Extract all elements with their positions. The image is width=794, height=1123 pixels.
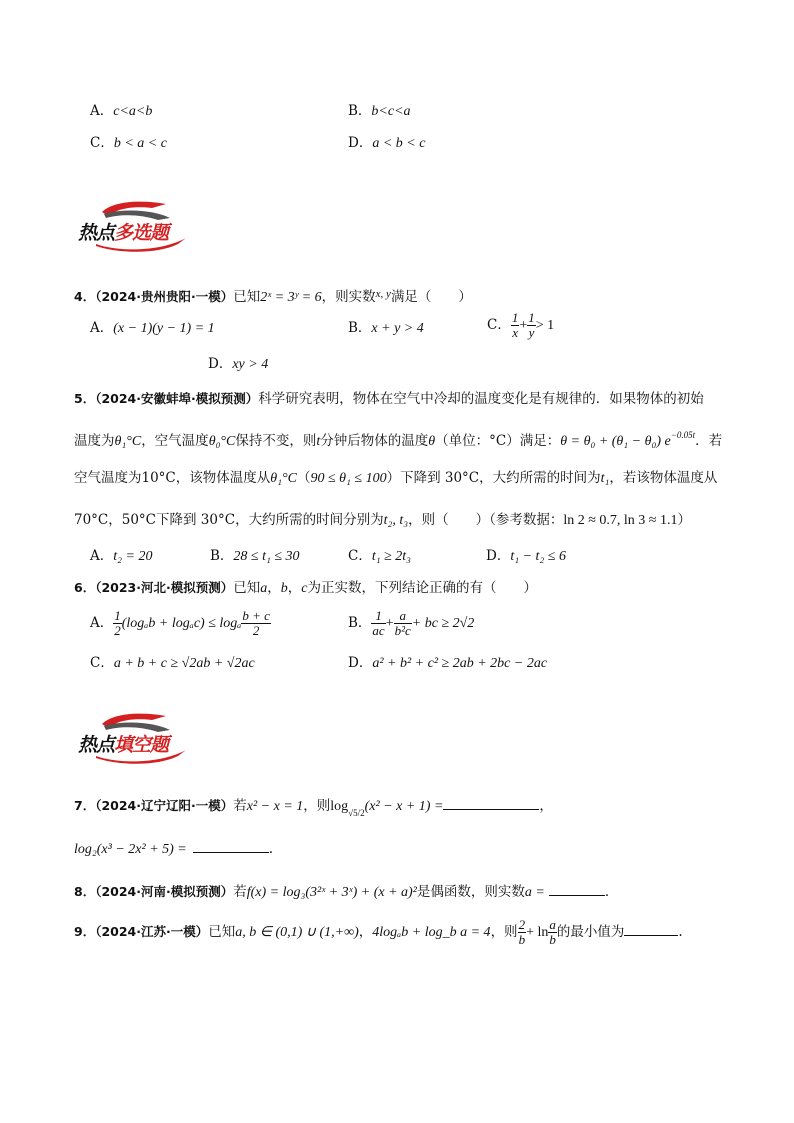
option-expr: t₁ − t₂ ≤ 6 [510,549,566,564]
frac-den: ac [372,623,385,638]
question-5-line-3 [74,469,717,488]
text: ．若 [695,433,723,449]
question-number: 8． [74,884,96,899]
math: 2ˣ = 3ʸ = 6 [260,290,322,305]
option-label: C． [90,655,114,671]
text: ， [358,924,373,940]
option-label: A． [90,548,114,564]
question-number: 6． [74,580,96,595]
math: a = [524,885,545,900]
frac-num: 1 [114,608,121,623]
text: 为正实数，下列结论正确的有（ ） [307,580,537,596]
frac-num: 2 [518,917,526,932]
text: （单位：°C）满足： [435,433,561,449]
q5-option-d [486,547,566,566]
q5-option-c [348,547,411,566]
frac-den: b²c [394,623,411,638]
question-number: 4． [74,289,96,304]
q3-option-d [348,134,425,153]
math: t [316,434,321,449]
question-9 [74,918,683,947]
option-expr: 28 ≤ t₁ ≤ 30 [233,549,300,564]
text: ． [604,884,619,900]
question-number: 7． [74,798,96,813]
frac-den: x [512,325,518,340]
frac-num: 1 [511,310,519,325]
answer-blank[interactable] [443,795,539,810]
text: 的最小值为 [556,924,625,940]
option-label: D． [486,548,511,564]
math: ln 2 ≈ 0.7, ln 3 ≈ 1.1 [563,513,678,528]
q6-option-c [90,654,255,673]
q3-option-c [90,134,167,153]
q4-option-b [348,319,424,338]
question-source: （2023·河北·模拟预测） [95,580,234,595]
option-label: B． [348,615,372,631]
math: θ₁°C [114,434,142,449]
option-expr: b<c<a [371,104,411,119]
text: ）下降到 30°C，大约所需的时间为 [386,470,601,486]
text: 保持不变，则 [235,433,317,449]
question-source: （2024·河南·模拟预测） [95,884,234,899]
text: （ [296,470,311,486]
text: 已知 [208,924,236,940]
q6-option-b [348,609,474,638]
text: . [678,924,683,940]
math: 4logₐb + log_b a = 4 [372,925,491,940]
q6-option-a [90,609,271,638]
math-exponent: −0.05t [670,430,696,440]
question-number: 5． [74,391,96,406]
text: ， [287,580,302,596]
text: 若 [233,798,247,814]
math: + bc ≥ 2√2 [411,616,475,631]
section-title-red: 多选题 [114,222,169,244]
section-title-red: 填空题 [114,734,169,756]
q6-option-d [348,654,547,673]
question-7-line-2 [74,838,273,859]
math: (x² − x + 1) = [364,799,444,814]
text: 是偶函数，则实数 [416,884,525,900]
option-label: D． [208,356,233,372]
math: c [301,581,308,596]
option-label: B． [348,320,372,336]
frac-num: b + c [242,608,270,623]
answer-blank[interactable] [193,838,269,853]
math: t₁ [600,471,610,486]
text: 70°C，50°C下降到 30°C，大约所需的时间分别为 [74,512,384,528]
text: 空气温度为10°C，该物体温度从 [74,470,271,486]
math: + [519,318,528,333]
math: (logₐb + logₐc) ≤ logₐ [121,616,242,631]
option-label: C． [348,548,372,564]
option-label: A． [90,320,114,336]
option-expr: xy > 4 [232,357,269,372]
text: 满足（ ） [390,289,472,305]
option-expr: a + b + c ≥ √2ab + √2ac [113,656,255,671]
section-title [78,218,168,245]
option-expr: t₁ ≥ 2t₃ [371,549,412,564]
option-expr: b < a < c [113,136,167,151]
text: 已知 [233,580,261,596]
question-number: 9． [74,924,96,939]
text: ，则（ ）（参考数据： [408,512,564,528]
q3-option-a [90,102,152,121]
section-title [78,730,168,757]
option-expr: (x − 1)(y − 1) = 1 [113,321,215,336]
text: 若 [233,884,247,900]
math: θ₀°C [208,434,236,449]
frac-num: a [549,917,556,932]
q5-option-a [90,547,152,566]
q4-option-d [208,355,268,374]
question-6 [74,579,537,598]
frac-num: a [394,609,412,624]
frac-num: 1 [528,310,535,325]
math: θ = θ₀ + (θ₁ − θ₀) e [560,434,671,449]
question-5-line-2 [74,426,722,451]
section-badge-multi-choice [74,198,194,254]
text: ，空气温度 [141,433,209,449]
question-source: （2024·贵州贵阳·一模） [95,289,234,304]
option-label: D． [348,655,373,671]
math: log₂(x³ − 2x² + 5) = [74,842,187,857]
option-label: A． [90,615,114,631]
math: θ [428,434,436,449]
frac-den: 2 [252,623,260,638]
frac-num: 1 [371,609,385,624]
math: b [280,581,288,596]
question-5-line-4 [74,511,691,530]
question-4 [74,285,472,307]
question-source: （2024·江苏·一模） [95,924,209,939]
math: θ₁°C [270,471,297,486]
math: t₂, t₃ [383,513,409,528]
math: > 1 [535,318,555,333]
q5-option-b [210,547,300,566]
q3-option-b [348,102,411,121]
q4-option-c [487,311,554,340]
text: ， [539,798,553,814]
section-title-black: 热点 [78,734,115,756]
text: 科学研究表明，物体在空气中冷却的温度变化是有规律的．如果物体的初始 [258,391,704,407]
option-expr: c<a<b [113,104,153,119]
text: 温度为 [74,433,115,449]
math: a [260,581,268,596]
option-label: B． [210,548,234,564]
answer-blank[interactable] [624,921,678,936]
question-8 [74,881,618,902]
option-label: B． [348,103,372,119]
math: x, y [375,288,391,300]
text: ，则 [303,798,331,814]
option-label: D． [348,135,373,151]
option-label: A． [90,103,114,119]
answer-blank[interactable] [549,881,605,896]
question-5-line-1 [74,390,704,408]
text: 分钟后物体的温度 [320,433,429,449]
text: ，则实数 [321,289,376,305]
frac-den: y [528,325,535,340]
text: ） [677,512,691,528]
text: ，则 [490,924,518,940]
option-label: C． [487,317,511,333]
text: 已知 [233,289,261,305]
text: ，若该物体温度从 [609,470,718,486]
question-source: （2024·安徽蚌埠·模拟预测） [95,391,259,406]
math: f(x) = log₃(3²ˣ + 3ˣ) + (x + a)² [246,885,417,900]
question-source: （2024·辽宁辽阳·一模） [95,798,234,813]
math: a, b ∈ (0,1) ∪ (1,+∞) [235,925,359,940]
math: x² − x = 1 [246,799,304,814]
q4-option-a [90,319,215,338]
option-expr: x + y > 4 [371,321,424,336]
text: ， [267,580,281,596]
text: . [268,841,274,857]
frac-den: 2 [114,623,121,638]
math: log [330,799,349,814]
option-expr: t₂ = 20 [113,549,153,564]
math: + [385,616,394,631]
math: + ln [526,925,549,940]
frac-den: b [518,932,526,947]
option-expr: a² + b² + c² ≥ 2ab + 2bc − 2ac [372,656,548,671]
math-subscript: √5/2 [348,808,365,818]
option-label: C． [90,135,114,151]
section-title-black: 热点 [78,222,115,244]
option-expr: a < b < c [372,136,426,151]
question-7-line-1 [74,795,553,822]
section-badge-fill-in [74,710,194,766]
frac-den: b [549,932,556,947]
math: 90 ≤ θ₁ ≤ 100 [310,471,387,486]
